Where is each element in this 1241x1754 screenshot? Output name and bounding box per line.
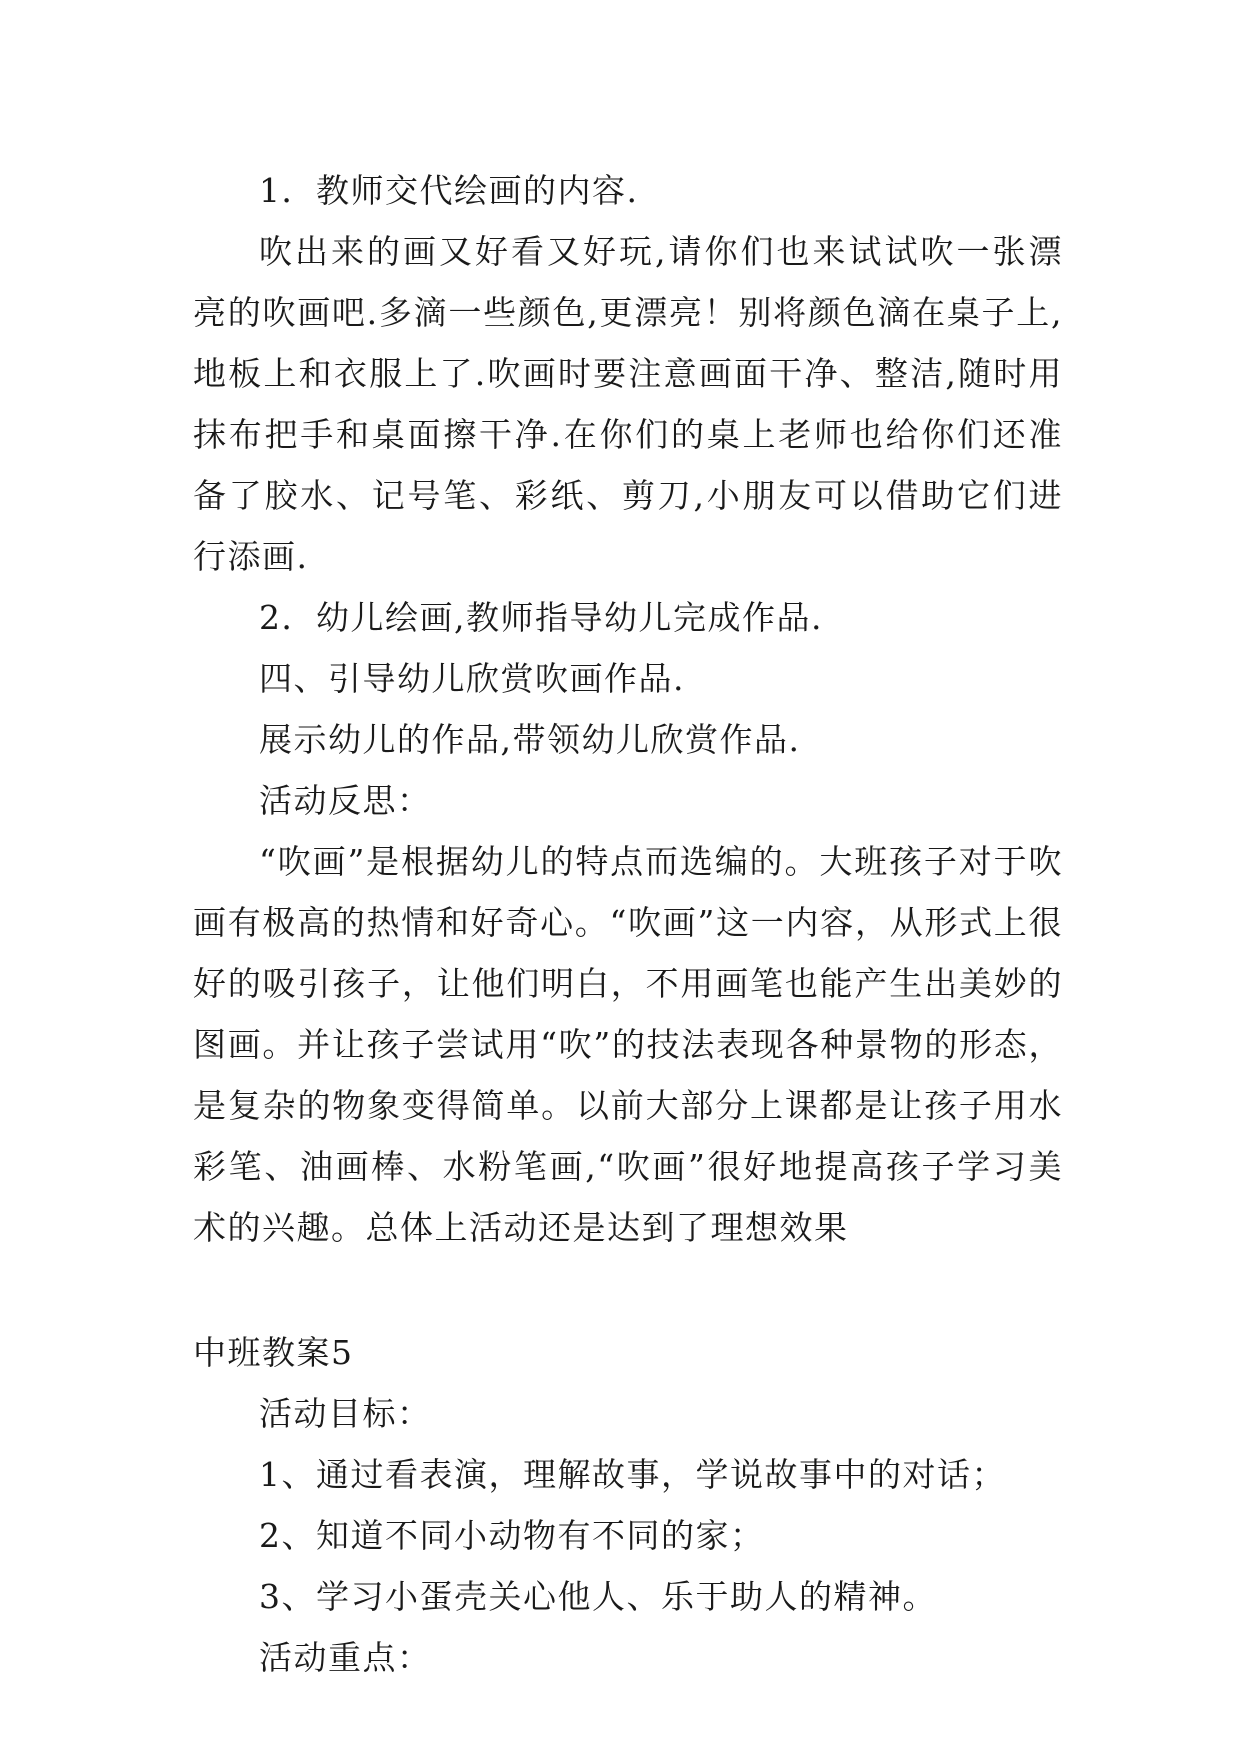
document-page bbox=[193, 160, 1063, 1688]
paragraph-step-2: 2．幼儿绘画,教师指导幼儿完成作品. bbox=[259, 598, 823, 637]
paragraph-step-1: 1．教师交代绘画的内容. bbox=[259, 171, 639, 210]
section-gap bbox=[193, 1258, 1063, 1322]
paragraph-goal-2: 2、知道不同小动物有不同的家； bbox=[259, 1516, 765, 1555]
section-title: 中班教案5 bbox=[193, 1333, 354, 1372]
paragraph-goals-label: 活动目标： bbox=[259, 1394, 432, 1433]
paragraph-key-points-label: 活动重点： bbox=[259, 1638, 432, 1677]
paragraph-show-works: 展示幼儿的作品,带领幼儿欣赏作品. bbox=[259, 720, 801, 759]
paragraph-reflection-label: 活动反思： bbox=[259, 781, 432, 820]
paragraph-reflection-body: “吹画”是根据幼儿的特点而选编的。大班孩子对于吹画有极高的热情和好奇心。“吹画”这一内容，从形式上很好的吸引孩子，让他们明白，不用画笔也能产生出美妙的图画。并让孩子尝试用“吹”的技法表现各种景物的形态，是复杂的物象变得简单。以前大部分上课都是让孩子用水彩笔、油画棒、水粉笔画,“吹画”很好地提高孩子学习美术的兴趣。总体上活动还是达到了理想效果 bbox=[193, 842, 1063, 1247]
paragraph-instructions: 吹出来的画又好看又好玩,请你们也来试试吹一张漂亮的吹画吧.多滴一些颜色,更漂亮！别将颜色滴在桌子上,地板上和衣服上了.吹画时要注意画面干净、整洁,随时用抹布把手和桌面擦干净.在你们的桌上老师也给你们还准备了胶水、记号笔、彩纸、剪刀,小朋友可以借助它们进行添画. bbox=[193, 232, 1063, 576]
paragraph-part-4: 四、引导幼儿欣赏吹画作品. bbox=[259, 659, 685, 698]
paragraph-goal-3: 3、学习小蛋壳关心他人、乐于助人的精神。 bbox=[259, 1577, 937, 1616]
paragraph-goal-1: 1、通过看表演，理解故事，学说故事中的对话； bbox=[259, 1455, 1006, 1494]
